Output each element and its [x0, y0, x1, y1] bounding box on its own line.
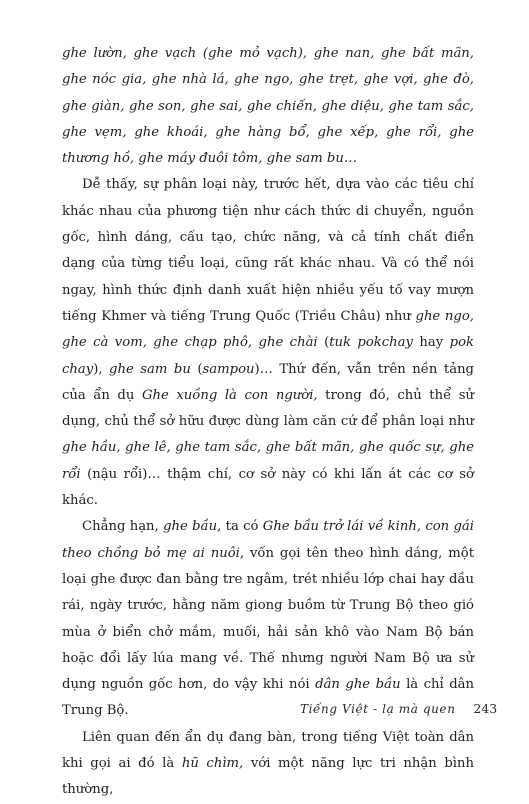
- page-footer: [300, 701, 498, 716]
- text-run: Chẳng hạn,: [82, 519, 164, 535]
- text-run: , vốn gọi tên theo hình dáng, một loại ghe được đan bằng tre ngâm, trét nhiều lớp chai hay dầu rái, ngày trước, hằng năm giong buồm từ Trung Bộ theo gió mùa ở biển chở mắm, muối, hải sản khô vào Nam Bộ bán hoặc đổi lấy lúa mang về. Thế nhưng người Nam Bộ ưa sử dụng nguồn gốc hơn, do vậy khi nói: [62, 545, 474, 693]
- italic-run: tuk pokchay: [329, 335, 413, 351]
- italic-run: ghe bầu: [163, 519, 218, 535]
- italic-run: sampou: [202, 361, 255, 377]
- italic-run: ghe ngo, ghe cà vom, ghe chạp phô, ghe chài: [62, 308, 474, 351]
- running-footer-title: Tiếng Việt - lạ mà quen: [300, 702, 456, 716]
- text-run: trong đó, chủ thể sử dụng, chủ thể sở hữu được dùng làm căn cứ để phân loại như: [62, 387, 475, 430]
- text-run: là chỉ dân Trung Bộ.: [62, 677, 474, 719]
- text-run: Liên quan đến ẩn dụ đang bàn, trong tiếng Việt toàn dân khi gọi ai đó là: [62, 729, 474, 772]
- italic-run: Ghe bầu trở lái về kinh, con gái theo chồng bỏ mẹ ai nuôi: [62, 519, 474, 561]
- paragraph-boat-list: [62, 41, 474, 172]
- italic-run: pok chay: [62, 335, 474, 377]
- text-run: ),: [93, 361, 110, 377]
- text-run: hay: [412, 335, 450, 351]
- italic-run: ghe sam bu: [109, 361, 191, 377]
- body-text: [62, 41, 474, 804]
- text-run: , ta có: [217, 519, 263, 535]
- paragraph-ghe-bau: [62, 514, 474, 724]
- text-run: (: [190, 361, 203, 377]
- text-run: (: [317, 335, 330, 351]
- paragraph-classification: [62, 172, 474, 514]
- italic-run: dân ghe bầu: [315, 677, 401, 693]
- text-run: với một năng lực tri nhận bình thường,: [62, 756, 474, 798]
- italic-run: hũ chìm,: [181, 756, 244, 772]
- text-run: (nậu rổi)… thậm chí, cơ sở này có khi lấn át các cơ sở khác.: [62, 466, 474, 509]
- italic-run: ghe lườn, ghe vạch (ghe mỏ vạch), ghe nan, ghe bất mãn, ghe nóc gia, ghe nhà lá, ghe ngo, ghe trẹt, ghe vợi, ghe đò, ghe giàn, ghe son, ghe sai, ghe chiến, ghe diệu, ghe tam sắc, ghe vẹm, ghe khoái, ghe hàng bổ, ghe xếp, ghe rổi, ghe thương hồ, ghe máy đuôi tôm, ghe sam bu…: [62, 46, 474, 167]
- page-number: 243: [473, 701, 498, 716]
- text-run: )… Thứ đến, vẫn trên nền tảng của ẩn dụ: [62, 361, 474, 403]
- text-run: Dễ thấy, sự phân loại này, trước hết, dựa vào các tiêu chí khác nhau của phương tiện như cách thức di chuyển, nguồn gốc, hình dáng, cấu tạo, chức năng, và cả tính chất điển dạng của từng tiểu loại, cũng rất khác nhau. Và có thể nói ngay, hình thức định danh xuất hiện nhiều yếu tố vay mượn tiếng Khmer và tiếng Trung Quốc (Triều Châu) như: [62, 177, 474, 324]
- italic-run: Ghe xuồng là con người,: [141, 387, 318, 403]
- italic-run: ghe hầu, ghe lê, ghe tam sắc, ghe bất mãn, ghe quốc sự, ghe rổi: [62, 440, 474, 482]
- paragraph-hu-chim: [62, 725, 474, 804]
